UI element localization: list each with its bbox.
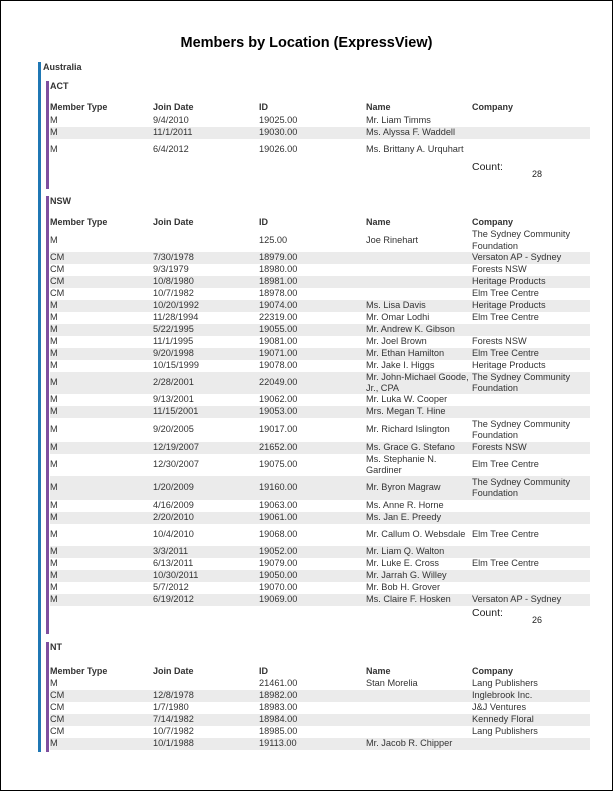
cell-name: Mrs. Megan T. Hine — [366, 406, 446, 417]
cell-id: 19030.00 — [259, 127, 298, 138]
cell-member-type: M — [50, 482, 58, 493]
cell-name — [366, 714, 470, 726]
table-row — [50, 512, 590, 524]
group-label: ACT — [50, 81, 69, 91]
cell-company: Versaton AP - Sydney — [472, 252, 562, 263]
cell-id: 19081.00 — [259, 336, 298, 347]
cell-join-date: 5/22/1995 — [153, 324, 194, 335]
cell-id: 19061.00 — [259, 512, 298, 523]
cell-id: 22319.00 — [259, 312, 298, 323]
table-row — [50, 546, 590, 558]
cell-id: 19078.00 — [259, 360, 298, 371]
cell-id: 19113.00 — [259, 738, 297, 749]
cell-member-type: CM — [50, 690, 65, 701]
cell-join-date: 6/4/2012 — [153, 143, 189, 154]
table-row — [50, 127, 590, 139]
table-row — [50, 500, 590, 512]
cell-name: Stan Morelia — [366, 678, 418, 689]
col-join-date-header: Join Date — [153, 217, 194, 227]
cell-member-type: M — [50, 143, 58, 154]
cell-name: Mr. Liam Timms — [366, 115, 431, 126]
cell-join-date: 7/14/1982 — [153, 714, 194, 725]
cell-member-type: M — [50, 406, 58, 417]
cell-company — [472, 546, 590, 558]
cell-company — [472, 324, 590, 336]
cell-name: Mr. Andrew K. Gibson — [366, 324, 455, 335]
cell-member-type: M — [50, 115, 58, 126]
cell-company: J&J Ventures — [472, 702, 527, 713]
cell-company: Elm Tree Centre — [472, 558, 539, 569]
report-title: Members by Location (ExpressView) — [180, 35, 433, 51]
group-nsw — [46, 196, 598, 641]
cell-name — [366, 690, 470, 702]
group-count — [472, 607, 582, 635]
cell-id: 19062.00 — [259, 394, 298, 405]
cell-id: 19053.00 — [259, 406, 298, 417]
table-row — [50, 442, 590, 454]
table-row — [50, 594, 590, 606]
cell-id: 18982.00 — [259, 690, 298, 701]
cell-company: Heritage Products — [472, 300, 546, 311]
cell-member-type: CM — [50, 276, 65, 287]
cell-company: Elm Tree Centre — [472, 459, 539, 470]
group-act — [46, 81, 598, 201]
cell-id: 18984.00 — [259, 714, 298, 725]
table-row — [50, 300, 590, 312]
cell-name: Mr. John-Michael Goode, Jr., CPA — [366, 371, 469, 393]
cell-member-type: M — [50, 377, 58, 388]
cell-name: Ms. Grace G. Stefano — [366, 442, 455, 453]
cell-join-date: 10/20/1992 — [153, 300, 199, 311]
cell-company: Elm Tree Centre — [472, 312, 539, 323]
cell-id: 21652.00 — [259, 442, 298, 453]
cell-id: 19052.00 — [259, 546, 298, 557]
cell-company — [472, 127, 590, 139]
cell-join-date: 10/30/2011 — [153, 570, 199, 581]
table-row — [50, 418, 590, 442]
column-header-row — [50, 102, 598, 114]
group-bar — [46, 196, 49, 634]
cell-member-type: M — [50, 324, 58, 335]
cell-join-date: 12/19/2007 — [153, 442, 199, 453]
cell-name: Mr. Richard Islington — [366, 424, 450, 435]
cell-company — [472, 570, 590, 582]
col-id-header: ID — [259, 102, 268, 112]
column-header-row — [50, 666, 598, 678]
cell-join-date: 10/7/1982 — [153, 726, 194, 737]
cell-member-type: CM — [50, 252, 65, 263]
table-row — [50, 394, 590, 406]
cell-name: Ms. Anne R. Horne — [366, 500, 444, 511]
cell-id: 19069.00 — [259, 594, 298, 605]
count-value: 28 — [532, 169, 543, 179]
cell-join-date: 3/3/2011 — [153, 546, 189, 557]
col-member-type-header: Member Type — [50, 666, 108, 676]
cell-id: 19068.00 — [259, 529, 298, 540]
cell-company: Elm Tree Centre — [472, 529, 539, 540]
cell-member-type: M — [50, 570, 58, 581]
cell-name: Ms. Jan E. Preedy — [366, 512, 442, 523]
cell-id: 18979.00 — [259, 252, 298, 263]
country-label: Australia — [43, 62, 82, 72]
table-row — [50, 115, 590, 127]
table-row — [50, 336, 590, 348]
cell-join-date: 1/20/2009 — [153, 482, 194, 493]
cell-member-type: CM — [50, 726, 65, 737]
cell-id: 18981.00 — [259, 276, 298, 287]
cell-join-date: 11/15/2001 — [153, 406, 199, 417]
count-label: Count: — [472, 161, 503, 173]
table-row — [50, 714, 590, 726]
cell-company: Heritage Products — [472, 360, 546, 371]
cell-company: Lang Publishers — [472, 726, 538, 737]
cell-member-type: M — [50, 424, 58, 435]
table-row — [50, 738, 590, 750]
cell-id: 21461.00 — [259, 678, 298, 689]
cell-member-type: M — [50, 234, 58, 245]
cell-join-date: 10/1/1988 — [153, 738, 194, 749]
table-row — [50, 476, 590, 500]
cell-name: Mr. Jake I. Higgs — [366, 360, 435, 371]
cell-member-type: M — [50, 546, 58, 557]
table-row — [50, 348, 590, 360]
col-company-header: Company — [472, 102, 514, 112]
cell-name: Mr. Liam Q. Walton — [366, 546, 445, 557]
cell-name: Mr. Omar Lodhi — [366, 312, 430, 323]
cell-join-date: 11/1/2011 — [153, 127, 193, 138]
cell-join-date: 6/13/2011 — [153, 558, 194, 569]
cell-name: Mr. Luke E. Cross — [366, 558, 440, 569]
table-row — [50, 726, 590, 738]
cell-member-type: M — [50, 442, 58, 453]
cell-member-type: M — [50, 558, 58, 569]
table-row — [50, 582, 590, 594]
cell-join-date: 10/8/1980 — [153, 276, 194, 287]
cell-name — [366, 252, 470, 264]
cell-company: Forests NSW — [472, 442, 527, 453]
table-row — [50, 139, 590, 160]
cell-join-date: 9/20/1998 — [153, 348, 194, 359]
cell-company — [472, 115, 590, 127]
cell-join-date: 11/28/1994 — [153, 312, 199, 323]
cell-id: 19026.00 — [259, 143, 298, 154]
cell-join-date: 2/20/2010 — [153, 512, 194, 523]
cell-id: 18980.00 — [259, 264, 298, 275]
cell-name: Ms. Lisa Davis — [366, 300, 426, 311]
cell-company — [472, 582, 590, 594]
cell-join-date: 11/1/1995 — [153, 336, 194, 347]
cell-company: Elm Tree Centre — [472, 288, 539, 299]
cell-company — [472, 500, 590, 512]
cell-id: 19025.00 — [259, 115, 298, 126]
cell-member-type: M — [50, 360, 58, 371]
cell-name: Ms. Claire F. Hosken — [366, 594, 451, 605]
cell-join-date: 10/15/1999 — [153, 360, 199, 371]
cell-name: Ms. Brittany A. Urquhart — [366, 143, 464, 154]
cell-name: Mr. Luka W. Cooper — [366, 394, 448, 405]
cell-name: Mr. Callum O. Websdale — [366, 529, 466, 540]
cell-member-type: M — [50, 348, 58, 359]
col-name-header: Name — [366, 217, 391, 227]
col-member-type-header: Member Type — [50, 102, 108, 112]
cell-member-type: M — [50, 512, 58, 523]
cell-company — [472, 738, 590, 750]
table-row — [50, 288, 590, 300]
table-row — [50, 229, 590, 252]
count-label: Count: — [472, 607, 503, 619]
table-row — [50, 324, 590, 336]
group-count — [472, 161, 582, 189]
cell-join-date: 9/13/2001 — [153, 394, 194, 405]
col-company-header: Company — [472, 217, 514, 227]
cell-name: Mr. Bob H. Grover — [366, 582, 441, 593]
cell-id: 18985.00 — [259, 726, 298, 737]
group-bar — [46, 81, 49, 189]
cell-id: 125.00 — [259, 234, 288, 245]
cell-company — [472, 394, 590, 406]
cell-name — [366, 288, 470, 300]
table-row — [50, 524, 590, 546]
col-id-header: ID — [259, 217, 268, 227]
cell-join-date: 12/30/2007 — [153, 459, 199, 470]
cell-member-type: M — [50, 582, 58, 593]
cell-join-date: 9/4/2010 — [153, 115, 189, 126]
cell-company: The Sydney Community Foundation — [472, 418, 571, 440]
cell-member-type: M — [50, 459, 58, 470]
cell-join-date: 10/4/2010 — [153, 529, 194, 540]
cell-name: Joe Rinehart — [366, 234, 419, 245]
cell-member-type: M — [50, 312, 58, 323]
col-member-type-header: Member Type — [50, 217, 108, 227]
count-value: 26 — [532, 615, 543, 625]
cell-id: 19075.00 — [259, 459, 298, 470]
cell-join-date: 5/7/2012 — [153, 582, 189, 593]
cell-company: Inglebrook Inc. — [472, 690, 533, 701]
cell-join-date: 9/3/1979 — [153, 264, 189, 275]
table-row — [50, 372, 590, 394]
cell-name: Mr. Jarrah G. Willey — [366, 570, 447, 581]
table-row — [50, 454, 590, 476]
cell-id: 19070.00 — [259, 582, 298, 593]
country-group-bar — [38, 62, 41, 752]
cell-company: Kennedy Floral — [472, 714, 534, 725]
col-name-header: Name — [366, 666, 391, 676]
cell-company — [472, 406, 590, 418]
group-label: NSW — [50, 196, 71, 206]
cell-company: Heritage Products — [472, 276, 546, 287]
cell-company: Forests NSW — [472, 336, 527, 347]
cell-member-type: M — [50, 594, 58, 605]
country-section — [38, 62, 598, 790]
cell-name — [366, 726, 470, 738]
col-name-header: Name — [366, 102, 391, 112]
cell-name: Mr. Jacob R. Chipper — [366, 738, 453, 749]
cell-member-type: CM — [50, 288, 65, 299]
table-row — [50, 690, 590, 702]
cell-id: 22049.00 — [259, 377, 298, 388]
cell-company: The Sydney Community Foundation — [472, 371, 571, 393]
cell-company: Lang Publishers — [472, 678, 538, 689]
cell-member-type: CM — [50, 264, 65, 275]
cell-id: 19063.00 — [259, 500, 298, 511]
cell-name: Mr. Joel Brown — [366, 336, 427, 347]
table-row — [50, 252, 590, 264]
group-bar — [46, 642, 49, 752]
cell-member-type: M — [50, 738, 58, 749]
cell-member-type: M — [50, 394, 58, 405]
column-header-row — [50, 217, 598, 229]
cell-id: 19017.00 — [259, 424, 298, 435]
cell-company: Forests NSW — [472, 264, 527, 275]
cell-id: 19160.00 — [259, 482, 298, 493]
table-row — [50, 276, 590, 288]
cell-join-date: 9/20/2005 — [153, 424, 194, 435]
col-id-header: ID — [259, 666, 268, 676]
cell-join-date: 4/16/2009 — [153, 500, 194, 511]
cell-member-type: M — [50, 678, 58, 689]
cell-member-type: M — [50, 127, 58, 138]
table-row — [50, 702, 590, 714]
cell-company: Elm Tree Centre — [472, 348, 539, 359]
cell-id: 18978.00 — [259, 288, 298, 299]
cell-name: Mr. Byron Magraw — [366, 482, 441, 493]
cell-id: 19079.00 — [259, 558, 298, 569]
table-row — [50, 570, 590, 582]
table-row — [50, 360, 590, 372]
table-row — [50, 264, 590, 276]
cell-member-type: M — [50, 300, 58, 311]
cell-company — [472, 512, 590, 524]
col-join-date-header: Join Date — [153, 666, 194, 676]
cell-name — [366, 276, 470, 288]
table-row — [50, 406, 590, 418]
cell-join-date: 1/7/1980 — [153, 702, 189, 713]
cell-company: The Sydney Community Foundation — [472, 476, 571, 498]
cell-company — [472, 139, 590, 160]
cell-id: 19074.00 — [259, 300, 298, 311]
cell-join-date: 7/30/1978 — [153, 252, 194, 263]
cell-company: Versaton AP - Sydney — [472, 594, 562, 605]
cell-name — [366, 702, 470, 714]
group-nt — [46, 642, 598, 752]
group-label: NT — [50, 642, 62, 652]
cell-join-date: 6/19/2012 — [153, 594, 194, 605]
table-row — [50, 312, 590, 324]
cell-member-type: CM — [50, 714, 65, 725]
cell-id: 19055.00 — [259, 324, 298, 335]
cell-id: 19071.00 — [259, 348, 298, 359]
cell-member-type: M — [50, 336, 58, 347]
col-company-header: Company — [472, 666, 514, 676]
cell-name: Mr. Ethan Hamilton — [366, 348, 445, 359]
cell-member-type: M — [50, 500, 58, 511]
cell-join-date: 12/8/1978 — [153, 690, 194, 701]
cell-company: The Sydney Community Foundation — [472, 229, 571, 251]
cell-member-type: M — [50, 529, 58, 540]
cell-join-date: 10/7/1982 — [153, 288, 194, 299]
table-row — [50, 678, 590, 690]
col-join-date-header: Join Date — [153, 102, 194, 112]
cell-name: Ms. Stephanie N. Gardiner — [366, 453, 437, 475]
cell-name — [366, 264, 470, 276]
table-row — [50, 558, 590, 570]
cell-id: 18983.00 — [259, 702, 298, 713]
cell-join-date: 2/28/2001 — [153, 377, 194, 388]
cell-member-type: CM — [50, 702, 65, 713]
cell-name: Ms. Alyssa F. Waddell — [366, 127, 456, 138]
cell-id: 19050.00 — [259, 570, 298, 581]
